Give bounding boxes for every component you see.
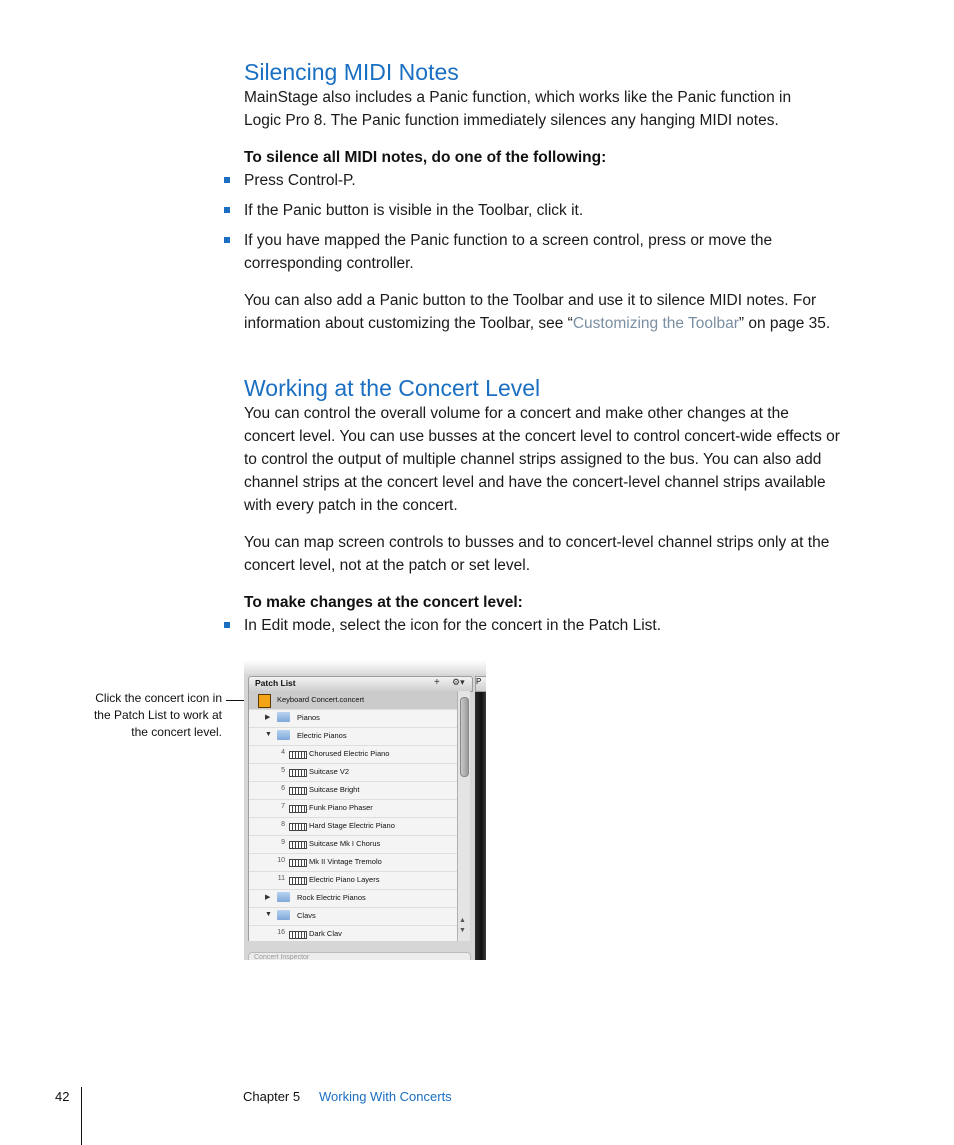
line: channel strips at the concert level and have the concert-level channel strips available <box>244 474 826 491</box>
patch-number: 7 <box>281 803 285 810</box>
list-item[interactable] <box>249 853 458 872</box>
line: Logic Pro 8. The Panic function immediately silences any hanging MIDI notes. <box>244 112 779 129</box>
window-top-fade <box>244 660 486 674</box>
bullet-text: Press Control-P. <box>244 172 356 189</box>
row-label: Chorused Electric Piano <box>309 749 390 758</box>
screen-controls-paragraph <box>244 531 874 577</box>
bullet-text: In Edit mode, select the icon for the concert in the Patch List. <box>244 617 662 634</box>
row-label: Electric Piano Layers <box>309 875 380 884</box>
disclosure-triangle-open-icon[interactable]: ▼ <box>265 911 272 918</box>
patch-list-scrollbar[interactable] <box>457 691 470 941</box>
folder-icon <box>277 730 290 740</box>
right-panel-tab[interactable]: P <box>475 676 486 692</box>
inspector-title: Concert Inspector <box>254 954 310 960</box>
list-item[interactable] <box>249 925 458 941</box>
list-item[interactable] <box>249 835 458 854</box>
disclosure-triangle-open-icon[interactable]: ▼ <box>265 731 272 738</box>
gear-icon[interactable]: ⚙▾ <box>452 677 465 687</box>
patch-number: 10 <box>277 857 285 864</box>
concert-procedure-lead: To make changes at the concert level: <box>244 594 523 611</box>
list-item[interactable] <box>249 799 458 818</box>
row-label: Pianos <box>297 713 320 722</box>
keyboard-icon <box>289 787 307 795</box>
footer-divider <box>81 1087 82 1145</box>
folder-icon <box>277 910 290 920</box>
line: If you have mapped the Panic function to a screen control, press or move the <box>244 232 773 249</box>
bullet-text <box>244 229 844 275</box>
list-item[interactable] <box>249 781 458 800</box>
line-pre: information about customizing the Toolbar, see “ <box>244 315 573 332</box>
patch-number: 5 <box>281 767 285 774</box>
disclosure-triangle-closed-icon[interactable]: ▶ <box>265 714 271 721</box>
line: You can map screen controls to busses and to concert-level channel strips only at the <box>244 534 830 551</box>
keyboard-icon <box>289 751 307 759</box>
patch-list-header <box>248 676 473 692</box>
line: MainStage also includes a Panic function, which works like the Panic function in <box>244 89 792 106</box>
bullet-square-icon <box>224 207 230 213</box>
list-item[interactable] <box>249 871 458 890</box>
folder-icon <box>277 892 290 902</box>
footer-chapter-title: Working With Concerts <box>319 1089 452 1104</box>
keyboard-icon <box>289 877 307 885</box>
list-item[interactable] <box>249 763 458 782</box>
row-label: Suitcase V2 <box>309 767 350 776</box>
keyboard-icon <box>289 859 307 867</box>
concert-inspector-header[interactable] <box>248 952 471 960</box>
keyboard-icon <box>289 805 307 813</box>
panic-toolbar-paragraph <box>244 289 874 335</box>
footer-chapter: Chapter 5 <box>243 1089 301 1104</box>
row-label: Suitcase Bright <box>309 785 360 794</box>
line: You can also add a Panic button to the Toolbar and use it to silence MIDI notes. For <box>244 292 817 309</box>
row-label: Clavs <box>297 911 316 920</box>
disclosure-triangle-closed-icon[interactable]: ▶ <box>265 894 271 901</box>
line: with every patch in the concert. <box>244 497 458 514</box>
line-post: ” on page 35. <box>738 315 831 332</box>
keyboard-icon <box>289 931 307 939</box>
bullet-square-icon <box>224 177 230 183</box>
section-heading-silencing: Silencing MIDI Notes <box>244 59 459 85</box>
patch-list-title: Patch List <box>255 678 296 688</box>
list-item-concert[interactable] <box>249 691 458 710</box>
page-number: 42 <box>55 1089 70 1104</box>
patch-number: 6 <box>281 785 285 792</box>
add-patch-icon[interactable]: + <box>434 677 440 688</box>
workspace-edge <box>475 692 486 960</box>
patch-number: 8 <box>281 821 285 828</box>
keyboard-icon <box>289 823 307 831</box>
callout-line: the Patch List to work at <box>93 708 222 722</box>
keyboard-icon <box>289 841 307 849</box>
row-label: Electric Pianos <box>297 731 347 740</box>
line: concert level, not at the patch or set level. <box>244 557 531 574</box>
patch-list-screenshot <box>244 660 486 960</box>
concert-level-paragraph <box>244 402 874 517</box>
silencing-paragraph <box>244 86 874 132</box>
section-heading-concert-level: Working at the Concert Level <box>244 375 541 401</box>
patch-list <box>248 691 458 941</box>
folder-icon <box>277 712 290 722</box>
row-label: Rock Electric Pianos <box>297 893 366 902</box>
row-label: Suitcase Mk I Chorus <box>309 839 381 848</box>
customizing-toolbar-link[interactable]: Customizing the Toolbar <box>572 315 739 332</box>
patch-number: 9 <box>281 839 285 846</box>
bullet-text: If the Panic button is visible in the Toolbar, click it. <box>244 202 584 219</box>
bullet-square-icon <box>224 237 230 243</box>
line: You can control the overall volume for a concert and make other changes at the <box>244 405 789 422</box>
line: concert level. You can use busses at the concert level to control concert-wide effects or <box>244 428 840 445</box>
row-label: Keyboard Concert.concert <box>277 695 365 704</box>
list-item[interactable] <box>249 745 458 764</box>
row-label: Hard Stage Electric Piano <box>309 821 395 830</box>
list-item[interactable] <box>249 817 458 836</box>
list-item[interactable] <box>249 709 458 728</box>
list-item[interactable] <box>249 907 458 926</box>
scroll-down-arrow-icon[interactable]: ▼ <box>459 927 466 934</box>
row-label: Funk Piano Phaser <box>309 803 373 812</box>
row-label: Mk II Vintage Tremolo <box>309 857 382 866</box>
row-label: Dark Clav <box>309 929 342 938</box>
list-item[interactable] <box>249 889 458 908</box>
line: corresponding controller. <box>244 255 414 272</box>
keyboard-icon <box>289 769 307 777</box>
patch-number: 4 <box>281 749 285 756</box>
patch-number: 16 <box>277 929 285 936</box>
callout-line: Click the concert icon in <box>95 691 222 705</box>
list-item[interactable] <box>249 727 458 746</box>
silencing-procedure-lead: To silence all MIDI notes, do one of the following: <box>244 149 607 166</box>
line: to control the output of multiple channel strips assigned to the bus. You can also add <box>244 451 822 468</box>
figure-callout <box>80 690 222 741</box>
scroll-up-arrow-icon[interactable]: ▲ <box>459 917 466 924</box>
bullet-square-icon <box>224 622 230 628</box>
callout-line: the concert level. <box>131 725 222 739</box>
patch-number: 11 <box>277 875 285 882</box>
concert-icon[interactable] <box>258 694 271 708</box>
scrollbar-thumb[interactable] <box>460 697 469 777</box>
